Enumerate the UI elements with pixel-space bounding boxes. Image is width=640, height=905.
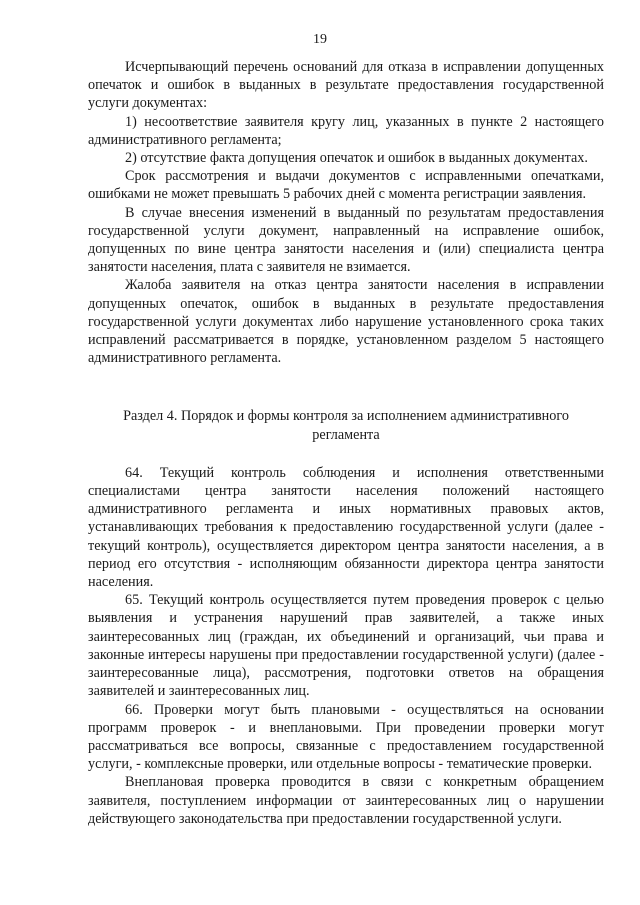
paragraph-64: 64. Текущий контроль соблюдения и исполнения ответственными специалистами центра занятости населения положений настоящего административного регламента и иных нормативных правовых актов, устанавливающих требования к предоставлению государственной услуги (далее - текущий контроль), осуществляется директором центра занятости населения, а в период его отсутствия - исполняющим обязанности директора центра занятости населения. — [88, 464, 604, 591]
section-heading: Раздел 4. Порядок и формы контроля за исполнением административного регламента — [123, 408, 569, 443]
document-body — [88, 58, 604, 828]
page-number: 19 — [313, 32, 327, 47]
paragraph-unscheduled-check: Внеплановая проверка проводится в связи с конкретным обращением заявителя, поступлением информации от заинтересованных лиц о нарушении действующего законодательства при предоставлении государственной услуги. — [88, 774, 604, 827]
paragraph-review-term: Срок рассмотрения и выдачи документов с исправленными опечатками, ошибками не может превышать 5 рабочих дней с момента регистрации заявления. — [88, 168, 604, 203]
paragraph-66: 66. Проверки могут быть плановыми - осуществляться на основании программ проверок - и внеплановыми. При проведении проверки могут рассматриваться все вопросы, связанные с предоставлением государственной услуги, - комплексные проверки, или отдельные вопросы - тематические проверки. — [88, 701, 604, 773]
paragraph-no-fee: В случае внесения изменений в выданный по результатам предоставления государственной услуги документ, направленный на исправление ошибок, допущенных по вине центра занятости населения и (или) специалиста центра занятости населения, плата с заявителя не взимается. — [88, 204, 604, 276]
paragraph-refusal-grounds: Исчерпывающий перечень оснований для отказа в исправлении допущенных опечаток и ошибок в выданных в результате предоставления государственной услуги документах: — [88, 59, 604, 112]
paragraph-65: 65. Текущий контроль осуществляется путем проведения проверок с целью выявления и устранения нарушений прав заявителей, а также иных заинтересованных лиц (граждан, их объединений и организаций, чьи права и законные интересы нарушены при предоставлении государственной услуги) (далее - заинтересованные лица), рассмотрения, подготовки ответов на обращения заявителей и заинтересованных лиц. — [88, 592, 604, 700]
paragraph-ground-1: 1) несоответствие заявителя кругу лиц, указанных в пункте 2 настоящего административного регламента; — [88, 113, 604, 148]
paragraph-complaint: Жалоба заявителя на отказ центра занятости населения в исправлении допущенных опечаток, ошибок в выданных в результате предоставления государственной услуги документах либо нарушение установленного срока таких исправлений рассматривается в порядке, установленном разделом 5 настоящего административного регламента. — [88, 277, 604, 367]
paragraph-ground-2: 2) отсутствие факта допущения опечаток и ошибок в выданных документах. — [125, 150, 588, 167]
